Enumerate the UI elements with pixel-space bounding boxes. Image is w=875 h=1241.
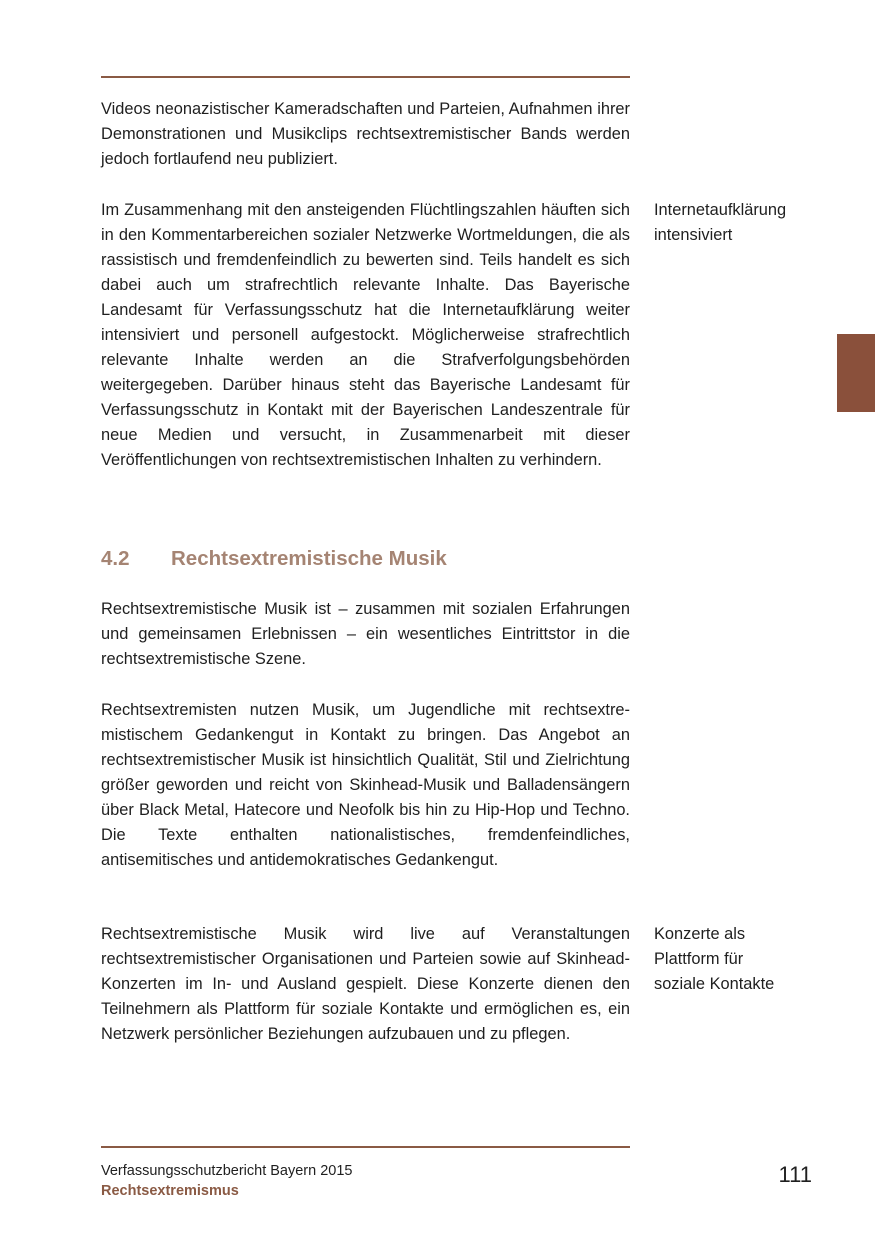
top-divider xyxy=(101,76,630,78)
section-heading xyxy=(101,544,447,574)
marginal-note-line: intensiviert xyxy=(654,226,733,244)
body-paragraph-1: Videos neonazistischer Kameradschaften und Parteien, Aufnahmen ihrer Demonstrationen und Musikclips rechtsextremistischer Bands werden jedoch fortlaufend neu publiziert. xyxy=(101,100,630,168)
body-paragraph-5: Rechtsextremistische Musik wird live auf Veranstaltungen rechtsextremistischer Organisationen und Parteien sowie auf Skinhead-Konzerten im In- und Ausland gespielt. Diese Konzerte dienen den Teilnehmern als Plattform für soziale Kontakte und ermöglichen es, ein Netzwerk persönlicher Beziehungen aufzubauen und zu pflegen. xyxy=(101,925,630,1043)
body-paragraph-3: Rechtsextremistische Musik ist – zusammen mit sozialen Erfahrungen und gemeinsamen Erlebnissen – ein wesentliches Eintrittstor in die rechtsextremistische Szene. xyxy=(101,600,630,668)
body-paragraph-4: Rechtsextremisten nutzen Musik, um Jugendliche mit rechtsextremistischem Gedankengut in Kontakt zu bringen. Das Angebot an rechtsextremistischer Musik ist hinsichtlich Qualität, Stil und Zielrichtung größer geworden und reicht von Skinhead-Musik und Balladensängern über Black Metal, Hatecore und Neofolk bis hin zu Hip-Hop und Techno. Die Texte enthalten nationalistisches, fremdenfeindliches, antisemitisches und antidemokratisches Gedankengut. xyxy=(101,701,630,869)
footer-chapter-name: Rechtsextremismus xyxy=(101,1183,239,1199)
marginal-note-line: Konzerte als xyxy=(654,925,746,943)
bottom-divider xyxy=(101,1146,630,1148)
marginal-note-internet xyxy=(654,198,854,248)
section-title: Rechtsextremistische Musik xyxy=(171,547,447,570)
footer-report-title: Verfassungsschutzbericht Bayern 2015 xyxy=(101,1163,353,1179)
marginal-note-line: Plattform für xyxy=(654,950,744,968)
section-number: 4.2 xyxy=(101,547,130,570)
chapter-tab-marker xyxy=(837,334,875,412)
marginal-note-line: Internetaufklärung xyxy=(654,201,787,219)
page-number: 111 xyxy=(778,1162,812,1187)
marginal-note-konzerte xyxy=(654,922,854,997)
marginal-note-line: soziale Kontakte xyxy=(654,975,775,993)
body-paragraph-2: Im Zusammenhang mit den ansteigenden Flüchtlingszahlen häuften sich in den Kommentarbereichen sozialer Netzwerke Wortmeldungen, die als rassistisch und fremdenfeindlich zu bewerten sind. Teils handelt es sich dabei auch um strafrechtlich relevante Inhalte. Das Bayerische Landesamt für Verfassungsschutz hat die Internetaufklärung weiter intensiviert und personell aufgestockt. Möglicherweise strafrechtlich relevante Inhalte werden an die Strafverfolgungsbehörden weitergegeben. Darüber hinaus steht das Bayerische Landesamt für Verfassungsschutz in Kontakt mit der Bayerischen Landeszentrale für neue Medien und versucht, in Zusammenarbeit mit dieser Veröffentlichungen von rechtsextremistischen Inhalten zu verhindern. xyxy=(101,201,630,469)
